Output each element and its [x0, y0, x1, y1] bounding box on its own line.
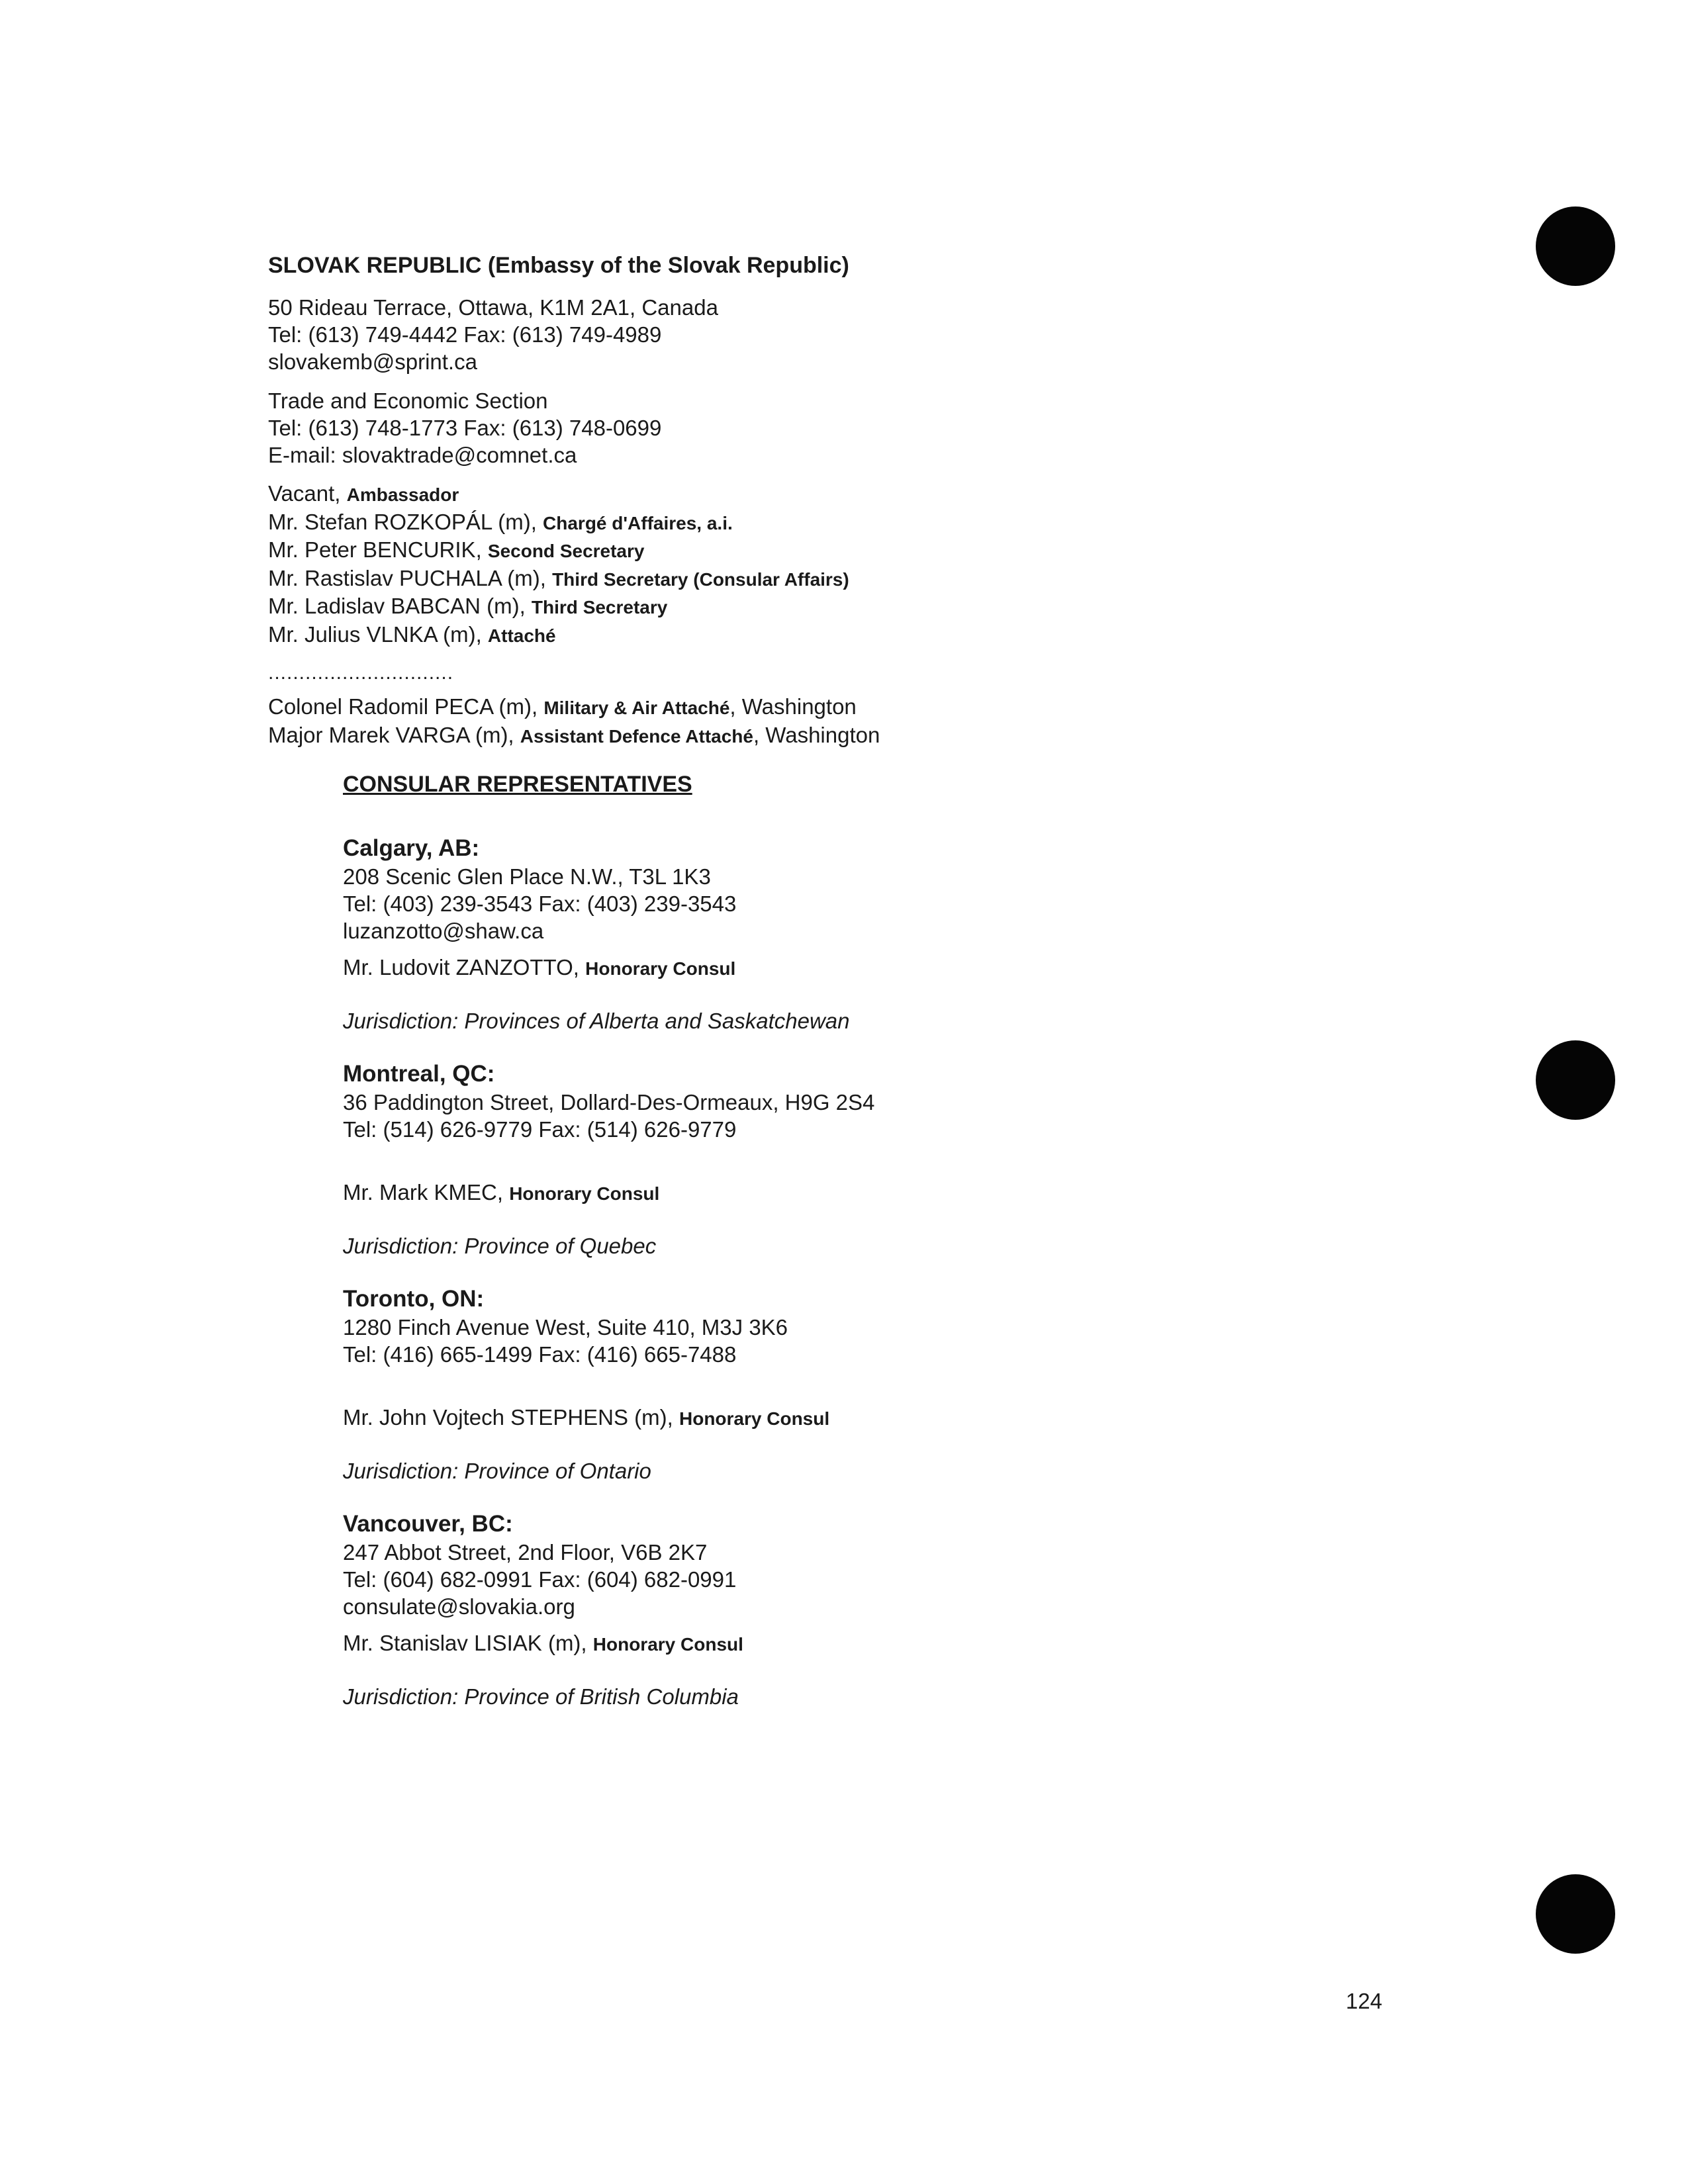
office-email: consulate@slovakia.org: [343, 1594, 575, 1619]
dotted-separator: ..............................: [268, 662, 454, 684]
staff-name: Mr. Peter BENCURIK,: [268, 537, 488, 562]
attache-name: Major Marek VARGA (m),: [268, 723, 520, 747]
office-address: 208 Scenic Glen Place N.W., T3L 1K3: [343, 864, 711, 889]
consular-heading: CONSULAR REPRESENTATIVES: [343, 772, 692, 797]
staff-title: Chargé d'Affaires, a.i.: [543, 512, 733, 533]
office-representative: [343, 954, 1534, 982]
office-phone: Tel: (514) 626-9779 Fax: (514) 626-9779: [343, 1117, 737, 1142]
consular-office-montreal: [343, 1060, 1534, 1259]
staff-name: Mr. Ladislav BABCAN (m),: [268, 594, 532, 618]
attache-name: Colonel Radomil PECA (m),: [268, 694, 544, 719]
attache-location: , Washington: [729, 694, 857, 719]
staff-entry: [268, 621, 1526, 650]
embassy-section: [268, 250, 1526, 762]
staff-title: Third Secretary (Consular Affairs): [552, 569, 849, 590]
embassy-address: 50 Rideau Terrace, Ottawa, K1M 2A1, Canada: [268, 295, 718, 320]
consular-office-vancouver: [343, 1510, 1534, 1710]
staff-title: Third Secretary: [531, 597, 668, 617]
rep-name: Mr. Mark KMEC,: [343, 1180, 510, 1205]
staff-entry: [268, 537, 1526, 565]
staff-name: Vacant,: [268, 481, 347, 506]
staff-entry: [268, 509, 1526, 537]
office-jurisdiction: Jurisdiction: Provinces of Alberta and Saskatchewan: [343, 1009, 850, 1033]
consular-office-calgary: [343, 834, 1534, 1034]
office-address: 36 Paddington Street, Dollard-Des-Ormeaux, H9G 2S4: [343, 1090, 875, 1115]
staff-title: Attaché: [487, 625, 556, 646]
consular-section: [343, 769, 1534, 1735]
staff-entry: [268, 593, 1526, 621]
office-phone: Tel: (403) 239-3543 Fax: (403) 239-3543: [343, 891, 737, 916]
office-jurisdiction: Jurisdiction: Province of British Columbia: [343, 1684, 739, 1709]
attache-entry: [268, 721, 1526, 750]
attache-list: [268, 693, 1526, 750]
rep-title: Honorary Consul: [679, 1408, 830, 1429]
office-address: 1280 Finch Avenue West, Suite 410, M3J 3K6: [343, 1315, 788, 1340]
rep-title: Honorary Consul: [509, 1183, 660, 1204]
office-representative: [343, 1629, 1534, 1658]
embassy-heading: SLOVAK REPUBLIC (Embassy of the Slovak Republic): [268, 253, 849, 278]
office-representative: [343, 1179, 1534, 1207]
rep-title: Honorary Consul: [585, 958, 736, 979]
office-city: Montreal, QC:: [343, 1061, 495, 1087]
staff-name: Mr. Stefan ROZKOPÁL (m),: [268, 509, 543, 534]
spacer: [343, 1143, 1534, 1169]
office-representative: [343, 1404, 1534, 1432]
office-phone: Tel: (416) 665-1499 Fax: (416) 665-7488: [343, 1342, 737, 1367]
page-number: 124: [1346, 1989, 1383, 2013]
office-email: luzanzotto@shaw.ca: [343, 919, 544, 943]
attache-entry: [268, 693, 1526, 721]
consular-office-toronto: [343, 1285, 1534, 1484]
embassy-phone: Tel: (613) 749-4442 Fax: (613) 749-4989: [268, 322, 662, 347]
spacer: [343, 1368, 1534, 1394]
binder-hole-middle: [1536, 1040, 1615, 1120]
rep-name: Mr. John Vojtech STEPHENS (m),: [343, 1405, 679, 1430]
staff-entry: [268, 480, 1526, 509]
staff-title: Ambassador: [346, 484, 459, 505]
office-city: Calgary, AB:: [343, 835, 480, 861]
binder-hole-top: [1536, 206, 1615, 286]
embassy-email: slovakemb@sprint.ca: [268, 349, 477, 374]
embassy-contact: [268, 294, 1526, 375]
office-address: 247 Abbot Street, 2nd Floor, V6B 2K7: [343, 1540, 708, 1565]
office-jurisdiction: Jurisdiction: Province of Ontario: [343, 1459, 651, 1483]
staff-name: Mr. Julius VLNKA (m),: [268, 621, 488, 647]
attache-title: Assistant Defence Attaché: [520, 726, 753, 747]
trade-section-phone: Tel: (613) 748-1773 Fax: (613) 748-0699: [268, 416, 662, 440]
office-jurisdiction: Jurisdiction: Province of Quebec: [343, 1234, 657, 1258]
office-phone: Tel: (604) 682-0991 Fax: (604) 682-0991: [343, 1567, 737, 1592]
staff-name: Mr. Rastislav PUCHALA (m),: [268, 565, 553, 590]
staff-title: Second Secretary: [487, 541, 645, 561]
trade-section-email: E-mail: slovaktrade@comnet.ca: [268, 443, 577, 467]
rep-title: Honorary Consul: [592, 1634, 743, 1655]
attache-title: Military & Air Attaché: [543, 698, 730, 718]
office-city: Vancouver, BC:: [343, 1511, 513, 1537]
rep-name: Mr. Stanislav LISIAK (m),: [343, 1631, 593, 1655]
trade-section-name: Trade and Economic Section: [268, 388, 548, 413]
staff-list: [268, 480, 1526, 649]
office-city: Toronto, ON:: [343, 1286, 485, 1312]
attache-location: , Washington: [753, 723, 880, 747]
rep-name: Mr. Ludovit ZANZOTTO,: [343, 955, 586, 979]
trade-section: [268, 387, 1526, 469]
staff-entry: [268, 565, 1526, 594]
binder-hole-bottom: [1536, 1874, 1615, 1954]
